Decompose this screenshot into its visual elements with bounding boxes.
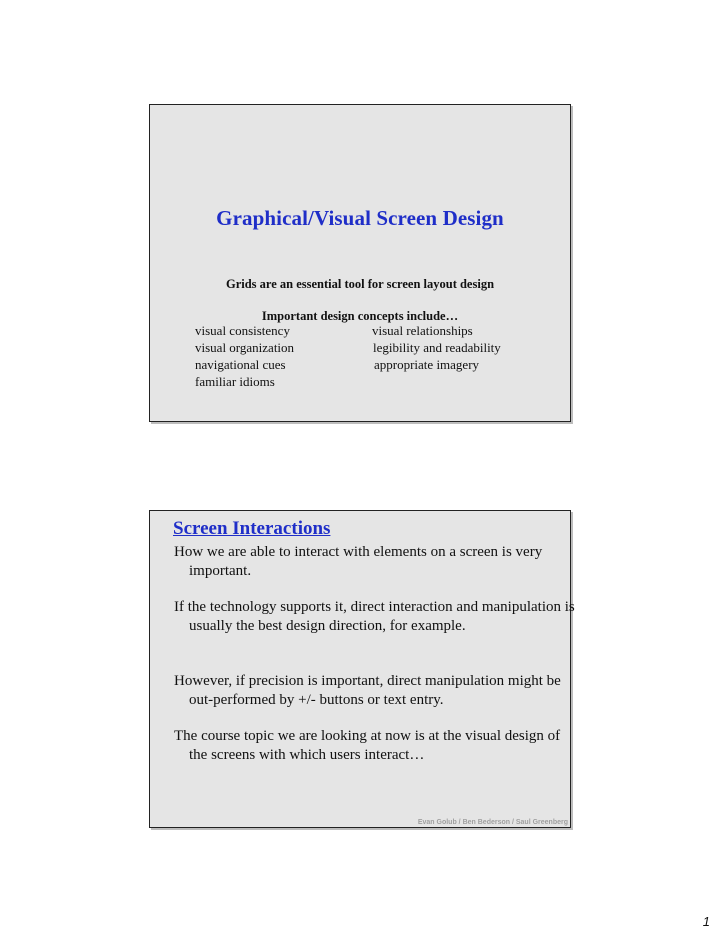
author-credit: Evan Golub / Ben Bederson / Saul Greenberg [417, 819, 568, 826]
slide-2-title: Screen Interactions [173, 518, 331, 539]
concept-item: navigational cues [195, 357, 286, 372]
slide-1 [149, 104, 571, 422]
concept-item: visual relationships [372, 323, 473, 338]
slide-1-title: Graphical/Visual Screen Design [216, 206, 504, 230]
paragraph: How we are able to interact with elements on a screen is very important. [174, 544, 543, 579]
page-number: 1 [702, 914, 710, 929]
concept-item: visual consistency [195, 323, 290, 338]
paragraph: The course topic we are looking at now is at the visual design of the screens with which users interact… [174, 728, 561, 763]
slide-2 [149, 510, 575, 828]
concept-item: legibility and readability [373, 340, 501, 355]
concept-item: appropriate imagery [374, 357, 480, 372]
concept-item: visual organization [195, 340, 295, 355]
concepts-heading: Important design concepts include… [261, 309, 459, 323]
slide-1-subtitle: Grids are an essential tool for screen layout design [225, 277, 495, 291]
paragraph: However, if precision is important, direct manipulation might be out-performed by +/- buttons or text entry. [174, 673, 561, 708]
concept-item: familiar idioms [195, 374, 275, 389]
paragraph: If the technology supports it, direct interaction and manipulation is usually the best design direction, for example. [174, 599, 575, 634]
